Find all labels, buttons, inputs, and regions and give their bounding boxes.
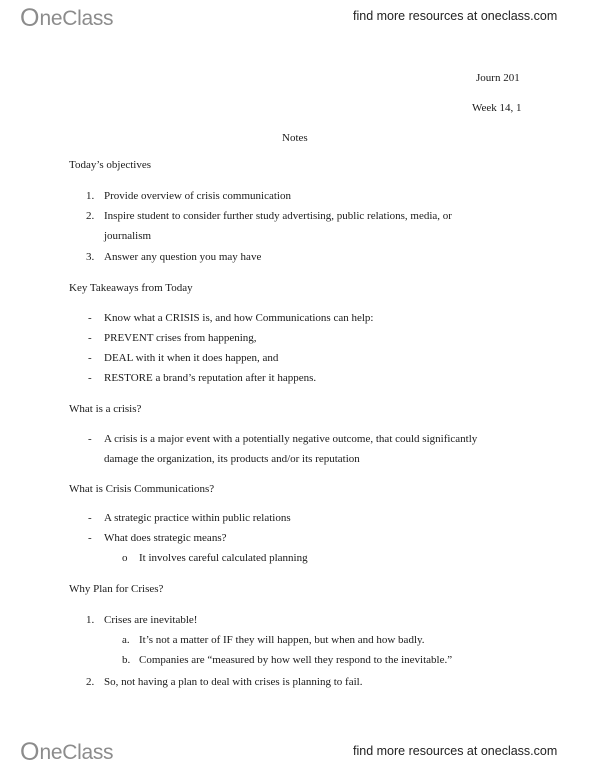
list-marker: 2. (86, 210, 95, 222)
list-item: What does strategic means? (104, 532, 227, 544)
list-item: DEAL with it when it does happen, and (104, 352, 279, 364)
list-item: Know what a CRISIS is, and how Communications can help: (104, 312, 374, 324)
header-resources-link[interactable]: find more resources at oneclass.com (353, 9, 558, 23)
list-item: A crisis is a major event with a potentially negative outcome, that could significantly (104, 433, 478, 445)
logo-wordmark: neClass (39, 741, 114, 764)
list-item: PREVENT crises from happening, (104, 332, 257, 344)
list-item: Provide overview of crisis communication (104, 190, 291, 202)
oneclass-logo-header[interactable] (20, 6, 113, 31)
list-marker: - (88, 532, 92, 544)
section-heading: Today’s objectives (69, 159, 152, 171)
section-heading: What is a crisis? (69, 403, 142, 415)
logo-initial: O (20, 738, 40, 766)
week-label: Week 14, 1 (472, 102, 522, 114)
section-heading: Key Takeaways from Today (69, 282, 193, 294)
sub-list-item: It involves careful calculated planning (139, 552, 308, 564)
list-marker: 1. (86, 614, 95, 626)
list-item-continuation: damage the organization, its products and/or its reputation (104, 453, 360, 465)
section-heading: Why Plan for Crises? (69, 583, 164, 595)
oneclass-logo-footer[interactable] (20, 740, 113, 765)
list-marker: - (88, 512, 92, 524)
course-code: Journ 201 (476, 72, 520, 84)
list-item: Inspire student to consider further study advertising, public relations, media, or (104, 210, 452, 222)
list-item: Answer any question you may have (104, 251, 262, 263)
list-item: A strategic practice within public relations (104, 512, 291, 524)
list-marker: - (88, 372, 92, 384)
sub-list-item: Companies are “measured by how well they respond to the inevitable.” (139, 654, 453, 666)
list-marker: 1. (86, 190, 95, 202)
list-marker: - (88, 332, 92, 344)
sub-list-item: It’s not a matter of IF they will happen, but when and how badly. (139, 634, 425, 646)
list-item: RESTORE a brand’s reputation after it happens. (104, 372, 317, 384)
list-item: So, not having a plan to deal with crises is planning to fail. (104, 676, 363, 688)
list-item-continuation: journalism (104, 230, 152, 242)
list-marker: - (88, 352, 92, 364)
sub-list-marker: a. (122, 634, 130, 646)
footer-resources-link[interactable]: find more resources at oneclass.com (353, 744, 558, 758)
list-item: Crises are inevitable! (104, 614, 198, 626)
logo-initial: O (20, 4, 40, 32)
page-title: Notes (282, 132, 308, 144)
list-marker: 2. (86, 676, 95, 688)
sub-list-marker: b. (122, 654, 131, 666)
sub-list-marker: o (122, 552, 128, 564)
list-marker: - (88, 433, 92, 445)
logo-wordmark: neClass (39, 7, 114, 30)
list-marker: 3. (86, 251, 95, 263)
list-marker: - (88, 312, 92, 324)
section-heading: What is Crisis Communications? (69, 483, 215, 495)
